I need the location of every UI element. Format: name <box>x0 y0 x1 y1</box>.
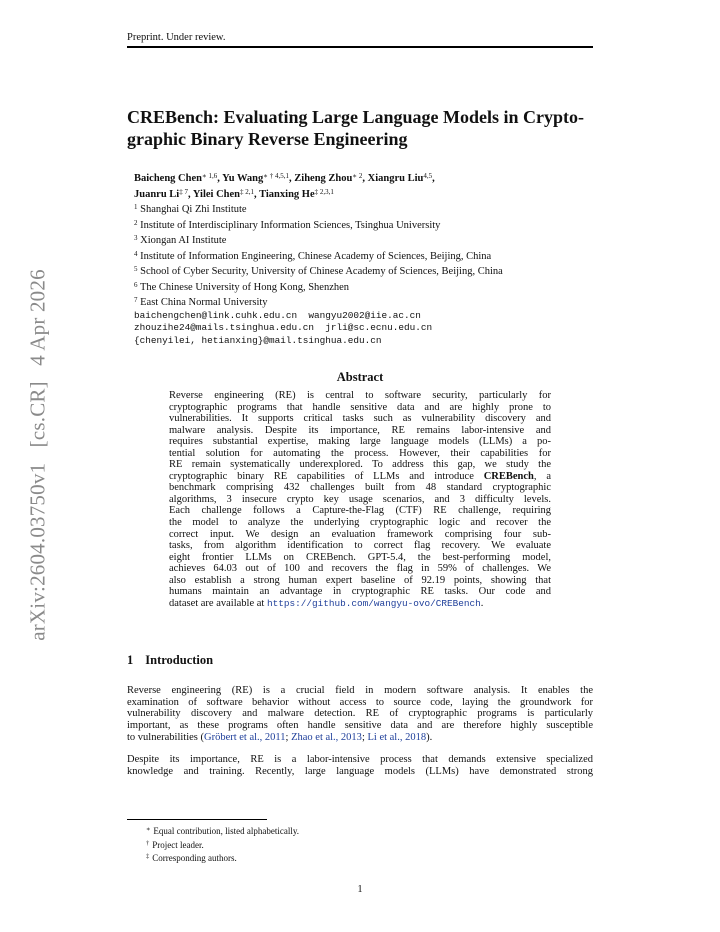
affiliation-text: Institute of Interdisciplinary Information Sciences, Tsinghua University <box>140 219 441 231</box>
affiliation-number: 3 <box>134 234 138 242</box>
arxiv-id: arXiv:2604.03750v1 <box>25 462 50 641</box>
footnotes <box>146 824 299 865</box>
abstract-line: tential solution for automating the process. However, their capabilities for <box>169 447 551 459</box>
affiliation-text: School of Cyber Security, University of Chinese Academy of Sciences, Beijing, China <box>140 266 503 277</box>
arxiv-date: 4 Apr 2026 <box>25 269 50 366</box>
footnote <box>146 824 299 838</box>
author-sep: , <box>362 173 368 184</box>
arxiv-stamp <box>26 264 51 646</box>
citation-link[interactable]: Zhao et al., 2013 <box>291 731 362 743</box>
author-name: Tianxing He <box>259 188 315 200</box>
affiliation-number: 4 <box>134 249 138 258</box>
abstract-line: malware analysis. Despite its importance, RE remains labor-intensive and <box>169 424 551 436</box>
affiliation <box>134 217 503 233</box>
abstract-text: , a <box>533 470 551 482</box>
footnote-text: Equal contribution, listed alphabetically. <box>153 826 300 836</box>
author-name: Xiangru Liu <box>367 173 424 184</box>
section-number: 1 <box>127 653 134 667</box>
author-name: Ziheng Zhou <box>294 173 353 184</box>
author-sep: , <box>187 188 193 200</box>
author-sep: , <box>217 173 223 184</box>
intro-paragraph <box>127 754 593 777</box>
affiliation <box>134 201 503 217</box>
footnote-text: Project leader. <box>152 839 204 850</box>
affiliation <box>134 248 503 264</box>
email-line: zhouzihe24@mails.tsinghua.edu.cn jrli@sc.ecnu.edu.cn <box>134 322 433 333</box>
author-name: Yilei Chen <box>192 188 241 200</box>
abstract-line: humans maintain an advantage in cryptographic RE tasks. Our code and <box>169 586 551 598</box>
body-line: to vulnerabilities (Gröbert et al., 2011; Zhao et al., 2013; Li et al., 2018). <box>127 731 433 743</box>
page-number: 1 <box>357 884 363 895</box>
email-line: baichengchen@link.cuhk.edu.cn wangyu2002@iie.ac.cn <box>134 309 421 321</box>
affiliation-text: Shanghai Qi Zhi Institute <box>140 204 247 215</box>
header-rule <box>127 46 593 48</box>
author-name: Yu Wang <box>222 173 264 184</box>
email-line: {chenyilei, hetianxing}@mail.tsinghua.edu.cn <box>134 334 382 346</box>
body-text: ). <box>426 731 433 743</box>
body-line: knowledge and training. Recently, large language models (LLMs) have demonstrated strong <box>127 765 593 777</box>
affiliation-text: The Chinese University of Hong Kong, Shenzhen <box>139 281 350 293</box>
body-line: examination of software behavior without access to source code, laying the groundwork for <box>127 696 593 708</box>
abstract-line: requires substantial expertise, making large language models (LLMs) a po- <box>169 436 551 448</box>
abstract-text: dataset are available at <box>169 597 267 609</box>
author-line <box>134 186 503 202</box>
title-line: CREBench: Evaluating Large Language Models in Crypto- <box>127 107 585 127</box>
author-marks: 4,5 <box>423 172 433 180</box>
section-heading <box>127 653 213 668</box>
affiliation <box>134 294 503 310</box>
affiliation <box>134 279 503 295</box>
code-link[interactable]: https://github.com/wangyu-ovo/CREBench <box>266 597 481 609</box>
benchmark-name: CREBench <box>483 470 534 482</box>
affiliation-number: 2 <box>134 218 138 227</box>
author-block <box>134 170 503 347</box>
footnote-mark: ∗ <box>146 826 151 833</box>
abstract-text: cryptographic binary RE capabilities of LLMs and introduce <box>169 470 484 482</box>
footnote-mark: ‡ <box>146 853 150 860</box>
affiliation-text: East China Normal University <box>140 297 268 308</box>
affiliation-number: 7 <box>134 296 138 304</box>
author-line <box>134 170 503 186</box>
abstract-line: tasks, from algorithm identification to correct flag recovery. We evaluate <box>169 540 551 552</box>
affiliation <box>134 263 503 279</box>
citation-link[interactable]: Gröbert et al., 2011 <box>203 731 286 743</box>
affiliation-number: 5 <box>134 265 138 273</box>
body-line: Reverse engineering (RE) is a crucial field in modern software analysis. It enables the <box>127 685 593 696</box>
abstract-line: the model to analyze the underlying cryptographic logic and recover the <box>169 517 551 529</box>
author-name: Baicheng Chen <box>134 173 202 184</box>
abstract-line: correct input. We design an evaluation framework comprising four sub- <box>169 528 551 540</box>
footnote-mark: † <box>146 839 150 847</box>
affiliation-text: Xiongan AI Institute <box>140 235 227 246</box>
abstract-line: achieves 64.03 out of 100 and recovers the flag in 59% of challenges. We <box>169 563 551 575</box>
paper-title <box>127 106 597 150</box>
author-marks: ‡ 2,1 <box>240 187 255 196</box>
author-sep: , <box>254 188 260 200</box>
author-name: Juanru Li <box>134 188 180 200</box>
author-marks: ‡ 7 <box>179 187 188 196</box>
abstract-heading: Abstract <box>336 370 384 384</box>
author-marks: ∗ 2 <box>352 172 363 180</box>
author-marks: ∗ 1,6 <box>201 172 218 180</box>
abstract-line <box>169 471 551 483</box>
abstract-line: vulnerabilities. It supports critical tasks such as vulnerability discovery and <box>169 413 551 425</box>
body-line: Despite its importance, RE is a labor-intensive process that demands extensive specialized <box>127 754 593 765</box>
body-text: to vulnerabilities ( <box>127 731 204 743</box>
footnote <box>146 838 299 852</box>
arxiv-category: [cs.CR] <box>25 381 50 448</box>
abstract-line: benchmark comprising 432 challenges built from 48 standard cryptographic <box>169 482 551 494</box>
author-sep: , <box>289 173 295 184</box>
citation-link[interactable]: Li et al., 2018 <box>367 731 427 743</box>
abstract-line: Each challenge follows a Capture-the-Flag (CTF) RE challenge, requiring <box>169 505 551 517</box>
affiliation-number: 6 <box>134 280 138 289</box>
footnote-text: Corresponding authors. <box>152 853 237 863</box>
abstract-line: also establish a strong human expert baseline of 92.19 points, showing that <box>169 574 551 586</box>
title-line: graphic Binary Reverse Engineering <box>127 129 408 149</box>
running-head: Preprint. Under review. <box>127 32 226 43</box>
abstract-line: RE remain systematically underexplored. To address this gap, we study the <box>169 459 551 471</box>
author-marks: ‡ 2,3,1 <box>314 187 334 196</box>
abstract-body <box>169 390 551 609</box>
affiliation-text: Institute of Information Engineering, Chinese Academy of Sciences, Beijing, China <box>140 250 492 262</box>
author-marks: ∗ † 4,5,1 <box>263 172 290 180</box>
section-title: Introduction <box>145 653 214 667</box>
abstract-line: cryptographic programs that handle sensitive data and are highly prone to <box>169 401 551 413</box>
abstract-text: . <box>480 597 484 609</box>
abstract-line: Reverse engineering (RE) is central to software security, particularly for <box>169 390 551 401</box>
affiliation-number: 1 <box>134 203 138 211</box>
intro-paragraph <box>127 685 593 743</box>
abstract-line: algorithms, 3 insecure crypto key usage scenarios, and 3 difficulty levels. <box>169 493 551 505</box>
footnote <box>146 851 299 865</box>
affiliation <box>134 232 503 248</box>
author-sep: , <box>432 173 435 184</box>
abstract-line <box>169 598 551 610</box>
body-line: vulnerability discovery and malware detection. RE of cryptographic programs is particularly <box>127 708 593 720</box>
footnote-rule <box>127 819 267 820</box>
body-line: important, as these programs often handle sensitive data and are therefore highly susceptible <box>127 720 593 732</box>
abstract-line: eight frontier LLMs on CREBench. GPT-5.4, the best-performing model, <box>169 551 551 563</box>
